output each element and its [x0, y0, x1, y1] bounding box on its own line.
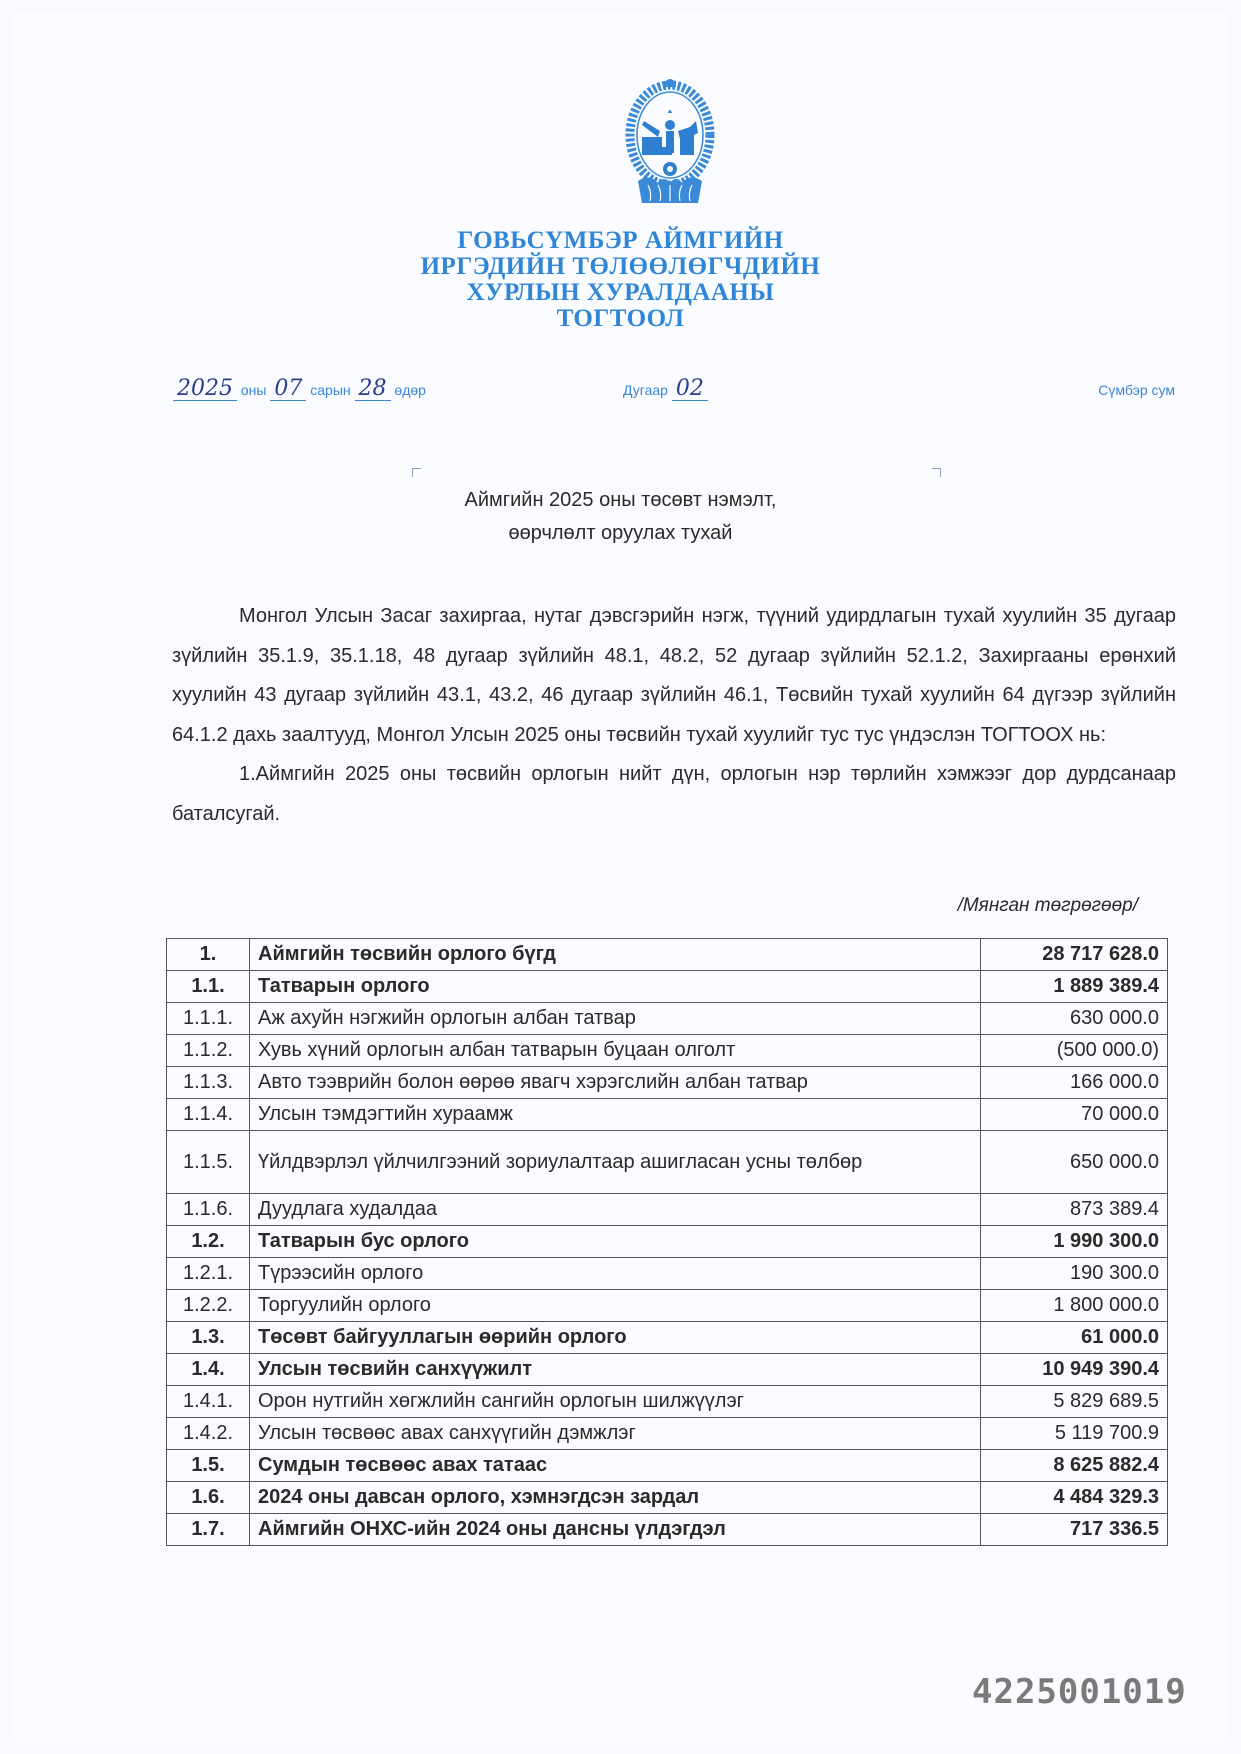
row-value: 61 000.0 [981, 1322, 1168, 1354]
row-label: Аж ахуйн нэгжийн орлогын албан татвар [250, 1003, 981, 1035]
row-value: 1 800 000.0 [981, 1290, 1168, 1322]
row-label: Үйлдвэрлэл үйлчилгээний зориулалтаар ашигласан усны төлбөр [250, 1131, 981, 1194]
row-number: 1.4. [167, 1354, 250, 1386]
row-label: Хувь хүний орлогын албан татварын буцаан олголт [250, 1035, 981, 1067]
row-number: 1.1.2. [167, 1035, 250, 1067]
row-number: 1.6. [167, 1482, 250, 1514]
table-row [167, 1450, 1168, 1482]
table-row [167, 1482, 1168, 1514]
row-label: Улсын төсвөөс авах санхүүгийн дэмжлэг [250, 1418, 981, 1450]
row-value: 4 484 329.3 [981, 1482, 1168, 1514]
budget-revenue-table [166, 938, 1168, 1546]
row-number: 1.1. [167, 971, 250, 1003]
issuing-authority-title [0, 228, 1241, 332]
row-label: Сумдын төсвөөс авах татаас [250, 1450, 981, 1482]
document-type: ТОГТООЛ [556, 305, 685, 332]
units-label: /Мянган төгрөгөөр/ [957, 895, 1138, 916]
row-number: 1.5. [167, 1450, 250, 1482]
number-value: 02 [672, 378, 708, 401]
row-label: Орон нутгийн хөгжлийн сангийн орлогын шилжүүлэг [250, 1386, 981, 1418]
row-number: 1.2.2. [167, 1290, 250, 1322]
clause-1-paragraph: 1.Аймгийн 2025 оны төсвийн орлогын нийт дүн, орлогын нэр төрлийн хэмжээг дор дурдсанаар баталсугай. [172, 763, 1176, 825]
row-number: 1.2.1. [167, 1258, 250, 1290]
date-and-number-line [0, 378, 1241, 408]
org-line-2: ИРГЭДИЙН ТӨЛӨӨЛӨГЧДИЙН [420, 253, 821, 280]
row-label: Дуудлага худалдаа [250, 1194, 981, 1226]
table-row [167, 1194, 1168, 1226]
row-label: Торгуулийн орлого [250, 1290, 981, 1322]
row-value: 630 000.0 [981, 1003, 1168, 1035]
place: Сүмбэр сум [1098, 382, 1175, 398]
state-emblem-icon [620, 73, 720, 213]
row-label: Улсын тэмдэгтийн хураамж [250, 1099, 981, 1131]
row-number: 1.1.1. [167, 1003, 250, 1035]
resolution-body [172, 597, 1176, 834]
table-row [167, 1258, 1168, 1290]
resolution-number [623, 378, 708, 401]
row-number: 1.2. [167, 1226, 250, 1258]
table-row [167, 1386, 1168, 1418]
row-label: Төсөвт байгууллагын өөрийн орлого [250, 1322, 981, 1354]
row-number: 1.1.6. [167, 1194, 250, 1226]
row-label: Татварын бус орлого [250, 1226, 981, 1258]
row-value: 873 389.4 [981, 1194, 1168, 1226]
row-label: Татварын орлого [250, 971, 981, 1003]
row-number: 1.3. [167, 1322, 250, 1354]
row-number: 1.4.2. [167, 1418, 250, 1450]
table-row [167, 1322, 1168, 1354]
row-label: Улсын төсвийн санхүүжилт [250, 1354, 981, 1386]
org-line-1: ГОВЬСҮМБЭР АЙМГИЙН [457, 227, 784, 254]
table-row [167, 1354, 1168, 1386]
number-label: Дугаар [623, 382, 668, 398]
org-line-3: ХУРЛЫН ХУРАЛДААНЫ [466, 279, 775, 306]
row-value: 70 000.0 [981, 1099, 1168, 1131]
row-number: 1.7. [167, 1514, 250, 1546]
row-value: 5 829 689.5 [981, 1386, 1168, 1418]
table-row [167, 971, 1168, 1003]
row-value: 166 000.0 [981, 1067, 1168, 1099]
subject-title [0, 484, 1241, 550]
row-value: 28 717 628.0 [981, 939, 1168, 971]
serial-number: 4225001019 [972, 1672, 1187, 1712]
row-label: Түрээсийн орлого [250, 1258, 981, 1290]
preamble-paragraph: Монгол Улсын Засаг захиргаа, нутаг дэвсгэрийн нэгж, түүний удирдлагын тухай хуулийн 35 дугаар зүйлийн 35.1.9, 35.1.18, 48 дугаар зүйлийн 48.1, 48.2, 52 дугаар зүйлийн 52.1.2, Захиргааны ерөнхий хуулийн 43 дугаар зүйлийн 43.1, 43.2, 46 дугаар зүйлийн 46.1, Төсвийн тухай хуулийн 64 дүгээр зүйлийн 64.1.2 дахь заалтууд, Монгол Улсын 2025 оны төсвийн тухай хуулийг тус тус үндэслэн ТОГТООХ нь: [172, 605, 1176, 746]
row-number: 1.1.4. [167, 1099, 250, 1131]
day-suffix: өдөр [394, 382, 426, 398]
table-row [167, 1514, 1168, 1546]
subject-line-2: өөрчлөлт оруулах тухай [508, 522, 733, 544]
row-value: 1 990 300.0 [981, 1226, 1168, 1258]
table-row [167, 1099, 1168, 1131]
row-number: 1. [167, 939, 250, 971]
year-suffix: оны [240, 382, 267, 398]
row-value: (500 000.0) [981, 1035, 1168, 1067]
row-number: 1.1.5. [167, 1131, 250, 1194]
row-label: Аймгийн төсвийн орлого бүгд [250, 939, 981, 971]
row-value: 650 000.0 [981, 1131, 1168, 1194]
resolution-date [173, 378, 426, 401]
row-value: 8 625 882.4 [981, 1450, 1168, 1482]
row-label: Авто тээврийн болон өөрөө явагч хэрэгслийн албан татвар [250, 1067, 981, 1099]
date-month: 07 [270, 378, 306, 401]
table-row [167, 939, 1168, 971]
row-value: 190 300.0 [981, 1258, 1168, 1290]
table-row [167, 1131, 1168, 1194]
subject-corner-right [932, 468, 941, 477]
table-row [167, 1067, 1168, 1099]
subject-corner-left [412, 468, 421, 477]
date-year: 2025 [173, 378, 237, 401]
row-label: 2024 оны давсан орлого, хэмнэгдсэн зардал [250, 1482, 981, 1514]
table-row [167, 1035, 1168, 1067]
table-row [167, 1290, 1168, 1322]
row-number: 1.4.1. [167, 1386, 250, 1418]
table-row [167, 1003, 1168, 1035]
date-day: 28 [355, 378, 391, 401]
row-value: 10 949 390.4 [981, 1354, 1168, 1386]
table-row [167, 1226, 1168, 1258]
month-suffix: сарын [310, 382, 351, 398]
row-value: 717 336.5 [981, 1514, 1168, 1546]
row-value: 1 889 389.4 [981, 971, 1168, 1003]
row-value: 5 119 700.9 [981, 1418, 1168, 1450]
row-number: 1.1.3. [167, 1067, 250, 1099]
row-label: Аймгийн ОНХС-ийн 2024 оны дансны үлдэгдэл [250, 1514, 981, 1546]
subject-line-1: Аймгийн 2025 оны төсөвт нэмэлт, [464, 489, 777, 511]
table-row [167, 1418, 1168, 1450]
